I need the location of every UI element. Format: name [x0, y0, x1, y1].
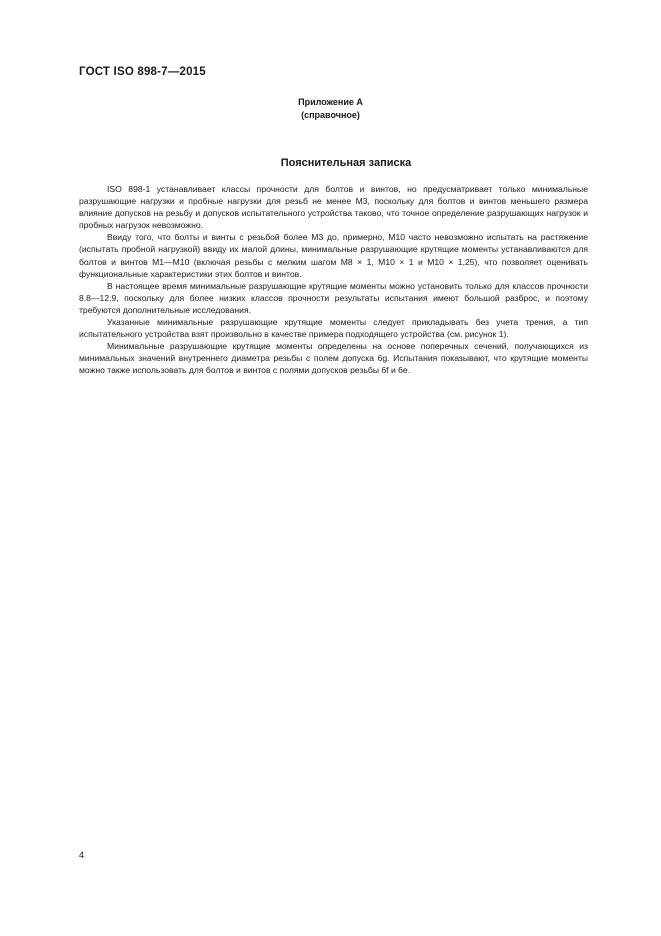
annex-title: Приложение А: [298, 97, 363, 107]
document-header: ГОСТ ISO 898-7—2015: [79, 66, 206, 78]
body-text: [79, 183, 588, 377]
paragraph: Указанные минимальные разрушающие крутящие моменты следует прикладывать без учета трения, а тип испытательного устройства взят произвольно в качестве примера подходящего устройства (см. рисунок 1).: [79, 317, 588, 340]
paragraph: Ввиду того, что болты и винты с резьбой более М3 до, примерно, М10 часто невозможно испытать на растяжение (испытать пробной нагрузкой) ввиду их малой длины, минимальные разрушающие крутящие моменты устанавливаются для болтов и винтов М1—М10 (включая резьбы с мелким шагом М8 × 1, М10 × 1 и М10 × 1,25), что позволяет оценивать функциональные характеристики этих болтов и винтов.: [79, 232, 588, 279]
page-number: 4: [79, 850, 85, 860]
section-title: Пояснительная записка: [280, 157, 412, 169]
paragraph: В настоящее время минимальные разрушающие крутящие моменты можно установить только для классов прочности 8.8—12.9, поскольку для более низких классов прочности результаты испытания имеют большой разброс, и поэтому требуются дополнительные исследования.: [79, 280, 588, 315]
paragraph: Минимальные разрушающие крутящие моменты определены на основе поперечных сечений, получающихся из минимальных значений внутреннего диаметра резьбы с полем допуска 6g. Испытания показывают, что крутящие моменты можно также использовать для болтов и винтов с полями допусков резьбы 6f и 6e.: [79, 341, 588, 376]
paragraph: ISO 898-1 устанавливает классы прочности для болтов и винтов, но предусматривает только минимальные разрушающие нагрузки и пробные нагрузки для резьб не менее М3, поскольку для болтов и винтов меньшего размера влияние допусков на резьбу и допусков испытательного устройства таково, что точное определение разрушающих нагрузок и пробных нагрузок невозможно.: [79, 184, 588, 231]
annex-type: (справочное): [301, 110, 360, 120]
